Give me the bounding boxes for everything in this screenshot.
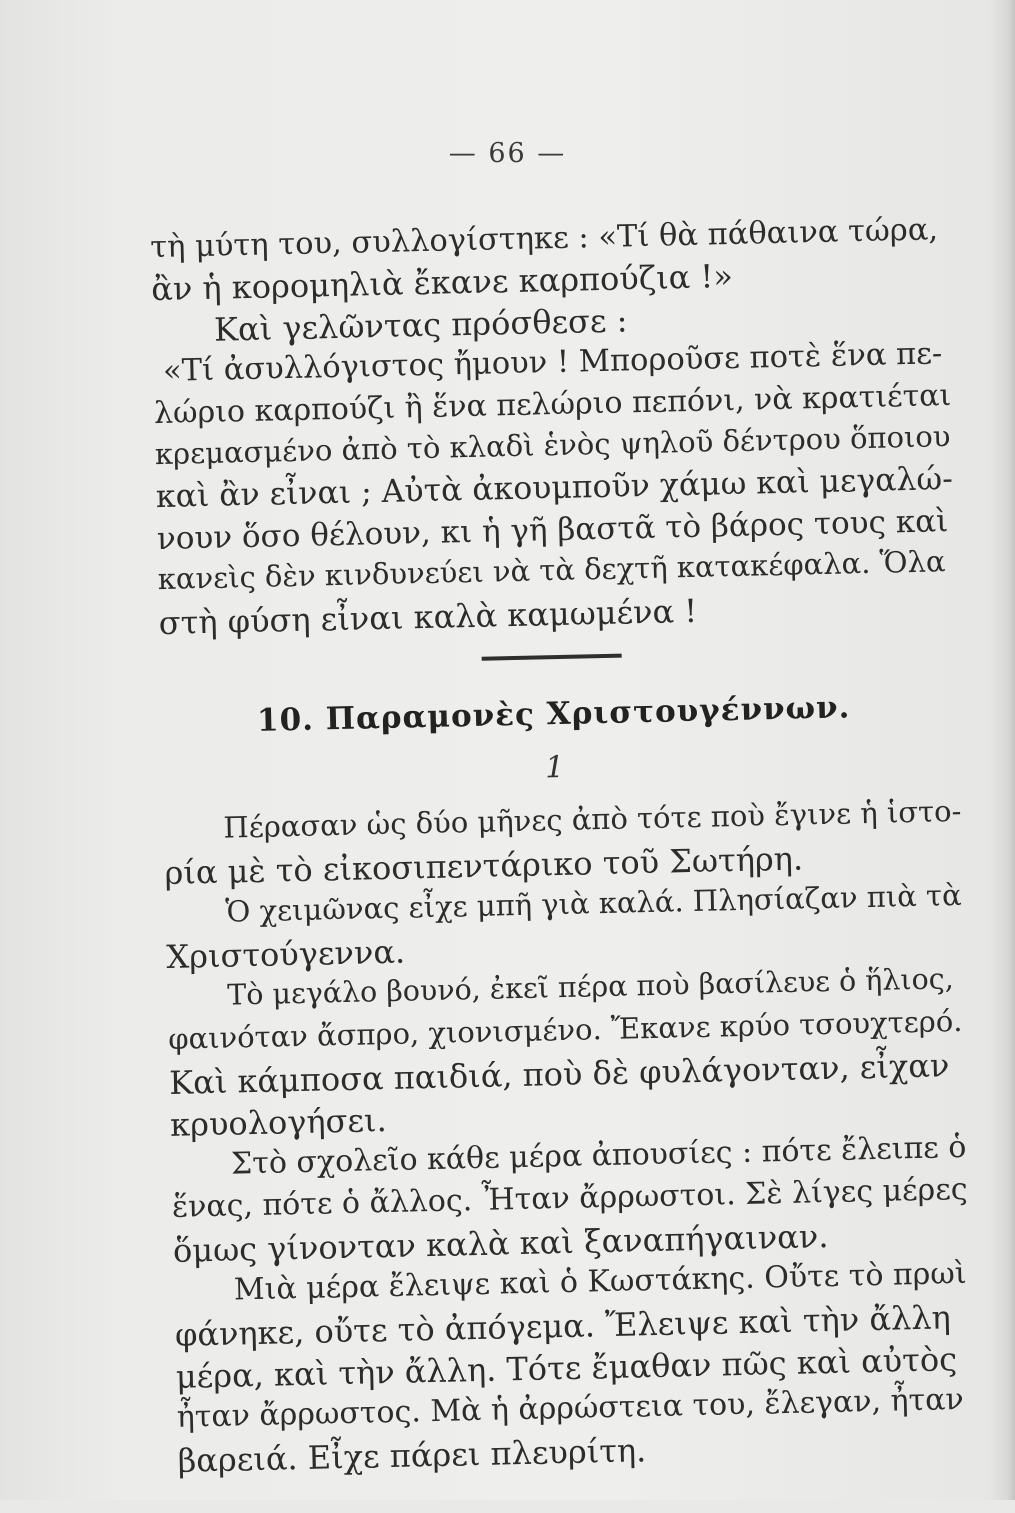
text-line: στὴ φύση εἶναι καλὰ καμωμένα ! <box>158 591 698 643</box>
chapter-heading: 10. Παραμονὲς Χριστουγέννων. <box>256 689 851 739</box>
text-line: κρεμασμένο ἀπὸ τὸ κλαδὶ ἑνὸς ψηλοῦ δέντρου ὅποιου <box>154 419 951 472</box>
section-divider <box>482 654 622 661</box>
text-line: βαρειά. Εἶχε πάρει πλευρίτη. <box>177 1431 647 1480</box>
text-line: ἦταν ἄρρωστος. Μὰ ἡ ἀρρώστεια του, ἔλεγαν, ἦταν <box>176 1382 965 1435</box>
text-line: ὅμως γίνονταν καλὰ καὶ ξαναπήγαιναν. <box>172 1217 829 1270</box>
text-line: Ὁ χειμῶνας εἶχε μπῆ γιὰ καλά. Πλησίαζαν πιὰ τὰ <box>224 877 962 929</box>
text-line: λώριο καρπούζι ἢ ἕνα πελώριο πεπόνι, νὰ κρατιέται <box>153 378 952 432</box>
text-line: καὶ ἂν εἶναι ; Αὐτὰ ἀκουμποῦν χάμω καὶ μεγαλώ- <box>155 461 954 516</box>
text-line: Μιὰ μέρα ἔλειψε καὶ ὁ Κωστάκης. Οὔτε τὸ πρωὶ <box>233 1255 967 1308</box>
text-line: ἕνας, πότε ὁ ἄλλος. Ἦταν ἄρρωστοι. Σὲ λίγες μέρες <box>171 1171 968 1225</box>
text-line: φαινόταν ἄσπρο, χιονισμένο. Ἔκανε κρύο τσουχτερό. <box>167 1003 963 1056</box>
text-line: Τὸ μεγάλο βουνό, ἐκεῖ πέρα ποὺ βασίλευε ὁ ἥλιος, <box>226 962 955 1012</box>
text-line: φάνηκε, οὔτε τὸ ἀπόγεμα. Ἔλειψε καὶ τὴν ἄλλη <box>174 1298 952 1354</box>
text-line: ἂν ἡ κορομηλιὰ ἔκανε καρπούζια !» <box>150 256 734 309</box>
text-line: Πέρασαν ὡς δύο μῆνες ἀπὸ τότε ποὺ ἔγινε ἡ ἱστο- <box>223 793 962 845</box>
text-line: Χριστούγεννα. <box>165 932 406 976</box>
text-line: Στὸ σχολεῖο κάθε μέρα ἀπουσίες : πότε ἔλειπε ὁ <box>230 1129 967 1182</box>
text-line: κρυολογήσει. <box>169 1101 388 1144</box>
text-line: μέρα, καὶ τὴν ἄλλη. Τότε ἔμαθαν πῶς καὶ αὐτὸς <box>175 1340 958 1396</box>
text-line: ρία μὲ τὸ εἰκοσιπεντάρικο τοῦ Σωτήρη. <box>164 839 804 892</box>
page-number: — 66 — <box>448 138 567 169</box>
text-line: κανεὶς δὲν κινδυνεύει νὰ τὰ δεχτῆ κατακέφαλα. Ὅλα <box>157 544 946 597</box>
section-number: 1 <box>544 749 565 786</box>
text-line: «Τί ἀσυλλόγιστος ἤμουν ! Μποροῦσε ποτὲ ἕνα πε- <box>162 336 943 389</box>
text-line: νουν ὅσο θέλουν, κι ἡ γῆ βαστᾶ τὸ βάρος τους καὶ <box>156 503 949 558</box>
text-line: Καὶ γελῶντας πρόσθεσε : <box>213 301 628 349</box>
text-line: Καὶ κάμποσα παιδιά, ποὺ δὲ φυλάγονταν, εἶχαν <box>168 1046 950 1102</box>
text-line: τὴ μύτη του, συλλογίστηκε : «Τί θὰ πάθαινα τώρα, <box>149 212 939 266</box>
